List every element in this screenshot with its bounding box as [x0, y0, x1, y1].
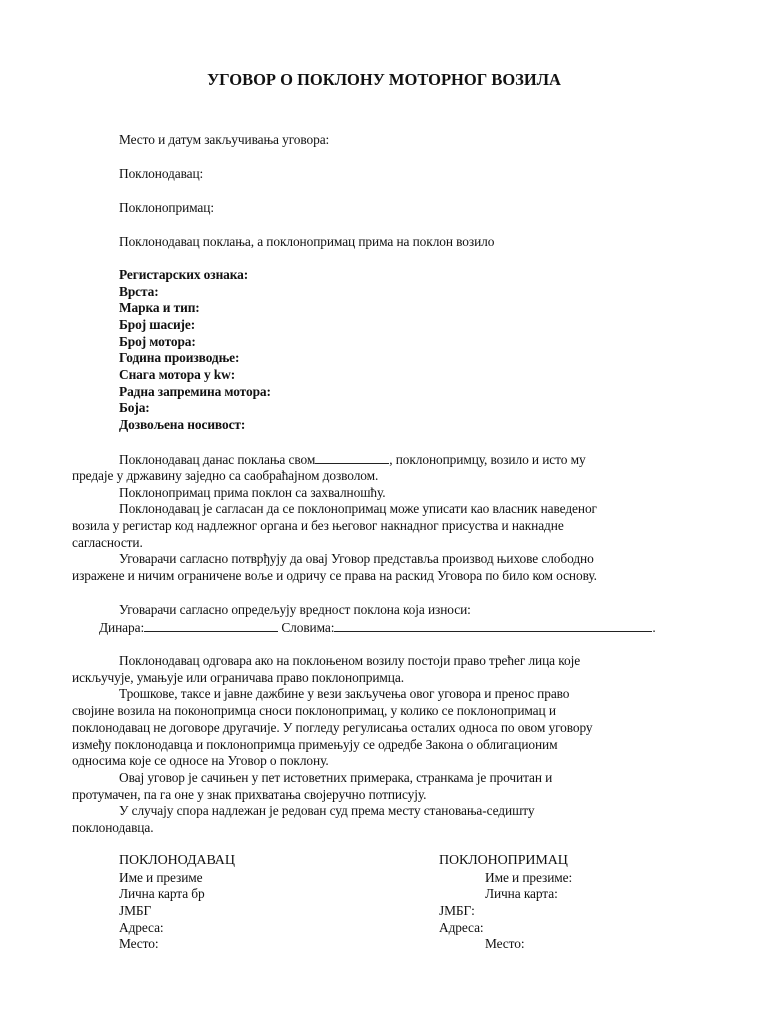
para7-line1: Овај уговор је сачињен у пет истоветних примерака, странкама је прочитан и: [119, 770, 553, 785]
field-power: Снага мотора у kw:: [119, 367, 236, 382]
para1-text-a: Поклонодавац данас поклања свом: [119, 452, 316, 467]
donor-jmbg-label: ЈМБГ: [119, 903, 152, 918]
para6-line3: поклонодавац не договоре другачије. У погледу регулисања осталих односа по овом уговору: [72, 720, 593, 735]
field-color: Боја:: [119, 400, 150, 415]
para3-line3: сагласности.: [72, 535, 143, 550]
donor-address-label: Адреса:: [119, 920, 164, 935]
field-type: Врста:: [119, 284, 159, 299]
donee-address-label: Адреса:: [439, 920, 484, 935]
recipient-blank-line: [315, 451, 389, 464]
para8-line1: У случају спора надлежан је редован суд према месту становања-седишту: [119, 803, 535, 818]
field-year: Година производње:: [119, 350, 240, 365]
para4-line1: Уговарачи сагласно потврђују да овај Уговор представља производ њихове слободно: [119, 551, 594, 566]
donee-id-label: Лична карта:: [485, 886, 558, 901]
para4-line2: изражене и ничим ограничене воље и одричу се права на раскид Уговора по било ком основу.: [72, 568, 597, 583]
donor-place-label: Место:: [119, 936, 159, 951]
donor-heading: ПОКЛОНОДАВАЦ: [119, 853, 235, 868]
place-date-label: Место и датум закључивања уговора:: [119, 132, 330, 147]
para1-line1: [119, 451, 586, 468]
para6-line1: Трошкове, таксе и јавне дажбине у вези закључења овог уговора и пренос право: [119, 686, 570, 701]
para1-text-b: , поклонопримцу, возило и исто му: [389, 452, 586, 467]
field-registration: Регистарских ознака:: [119, 267, 249, 282]
para2-text: Поклонопримац прима поклон са захвалношћу.: [119, 485, 386, 500]
value-end: .: [652, 620, 656, 635]
words-blank-line: [334, 619, 652, 632]
para5-line2: искључује, умањује или ограничава право поклонопримца.: [72, 670, 404, 685]
field-payload: Дозвољена носивост:: [119, 417, 246, 432]
donee-place-label: Место:: [485, 936, 525, 951]
intro-text: Поклонодавац поклања, а поклонопримац прима на поклон возило: [119, 234, 495, 249]
donee-name-label: Име и презиме:: [485, 870, 573, 885]
donor-name-label: Име и презиме: [119, 870, 203, 885]
value-line1: Уговарачи сагласно опредељују вредност поклона која износи:: [119, 602, 471, 617]
para5-line1: Поклонодавац одговара ако на поклоњеном возилу постоји право трећег лица које: [119, 653, 581, 668]
words-label: Словима:: [281, 620, 335, 635]
para6-line5: односима које се односе на Уговор о поклону.: [72, 753, 329, 768]
document-title: УГОВОР О ПОКЛОНУ МОТОРНОГ ВОЗИЛА: [207, 70, 561, 89]
dinars-label: Динара:: [99, 620, 145, 635]
para6-line2: својине возила на поконопримца сноси поклонопримац, у колико се поклонопримац и: [72, 703, 556, 718]
field-chassis: Број шасије:: [119, 317, 196, 332]
para8-line2: поклонодавца.: [72, 820, 154, 835]
field-engine-number: Број мотора:: [119, 334, 196, 349]
para1-line2: предаје у државину заједно са саобраћајном дозволом.: [72, 468, 379, 483]
para3-line1: Поклонодавац је сагласан да се поклонопримац може уписати као власник наведеног: [119, 501, 597, 516]
dinars-blank-line: [144, 619, 278, 632]
field-make-model: Марка и тип:: [119, 300, 200, 315]
value-line2: [99, 619, 656, 636]
donee-jmbg-label: ЈМБГ:: [439, 903, 475, 918]
para3-line2: возила у регистар код надлежног органа и без његовог накнадног присуства и накнадне: [72, 518, 564, 533]
donee-heading: ПОКЛОНОПРИМАЦ: [439, 853, 568, 868]
field-displacement: Радна запремина мотора:: [119, 384, 271, 399]
donor-label: Поклонодавац:: [119, 166, 204, 181]
donee-label: Поклонопримац:: [119, 200, 214, 215]
donor-id-label: Лична карта бр: [119, 886, 205, 901]
para7-line2: протумачен, па га оне у знак прихватања својеручно потписују.: [72, 787, 427, 802]
para6-line4: између поклонодавца и поклонопримца примењују се одредбе Закона о облигационим: [72, 737, 558, 752]
